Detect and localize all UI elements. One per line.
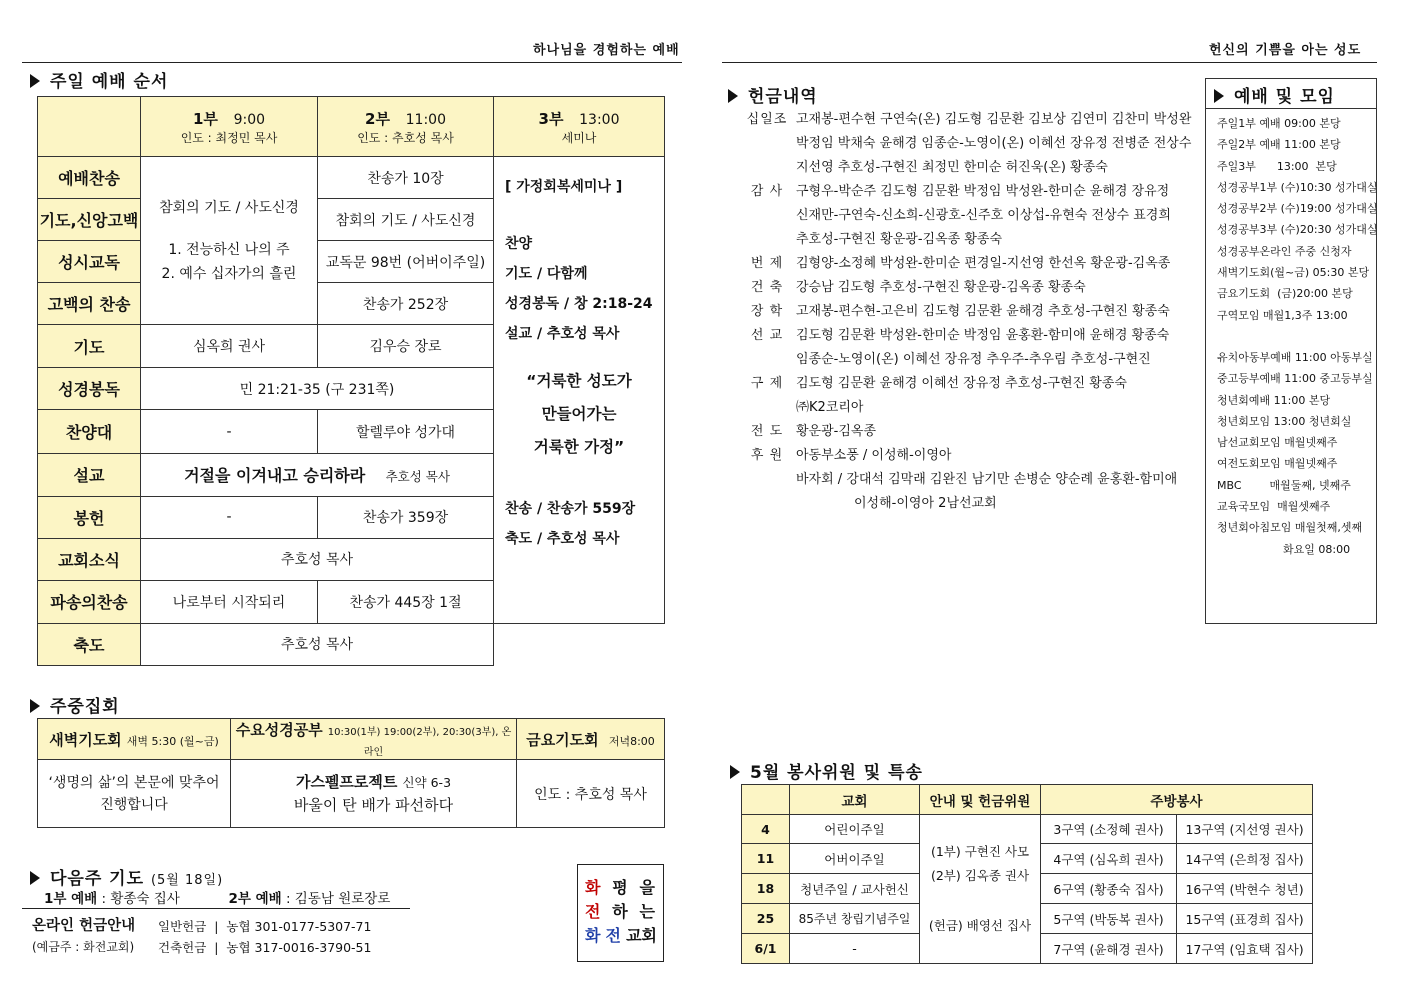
kitchen-cell: 6구역 (황종숙 집사) — [1041, 874, 1177, 904]
church-cell: 85주년 창립기념주일 — [790, 904, 920, 934]
service-2-header: 2부 11:00 인도 : 추호성 목사 — [318, 97, 494, 157]
service-3-program: [ 가정회복세미나 ] 찬양 기도 / 다함께 성경봉독 / 창 2:18-24 설교 / 추호성 목사 “거룩한 성도가 만들어가는 거룩한 가정” 찬송 / 찬송가 559장 축도 / 추호성 목사 — [494, 157, 665, 624]
church-cell: 어버이주일 — [790, 844, 920, 874]
online-offering-line-1: 일반헌금 | 농협 301-0177-5307-71 — [158, 919, 372, 934]
church-cell: - — [790, 934, 920, 964]
offering-evangelism: 전 도 황운광-김옥종 — [750, 424, 877, 439]
dawn-prayer-body: ‘생명의 삶’의 본문에 맞추어 진행합니다 — [38, 760, 231, 828]
wednesday-study-header: 수요성경공부 10:30(1부) 19:00(2부), 20:30(3부), 온라인 — [231, 719, 517, 760]
weekly-meetings-title: 주중집회 — [30, 692, 120, 717]
triangle-bullet-icon — [728, 89, 738, 103]
service-1-sending-hymn: 나로부터 시작되리 — [141, 580, 318, 623]
service-2-choir: 할렐루야 성가대 — [318, 410, 494, 453]
kitchen-cell: 15구역 (표경희 집사) — [1177, 904, 1313, 934]
offering-relief: 구 제 김도형 김문환 윤해경 이혜선 장유정 추호성-구현진 황종숙 ㈜K2코리아 — [750, 376, 1127, 415]
left-header-rule — [22, 62, 682, 63]
row-label: 축도 — [38, 623, 141, 665]
church-cell: 청년주일 / 교사헌신 — [790, 874, 920, 904]
service-1-header: 1부 9:00 인도 : 최정민 목사 — [141, 97, 318, 157]
offering-support: 후 원 아동부소풍 / 이성해-이영아 바자회 / 강대석 김막래 김완진 남기만 손병순 양순례 윤홍환-함미애 이성해-이영아 2남선교회 — [750, 448, 1178, 511]
benediction: 추호성 목사 — [141, 623, 494, 665]
left-header-tag: 하나님을 경험하는 예배 — [533, 43, 680, 58]
row-label: 예배찬송 — [38, 157, 141, 199]
offering-scholarship: 장 학 고재봉-편수현-고은비 김도형 김문환 윤해경 추호성-구현진 황종숙 — [750, 304, 1170, 319]
kitchen-cell: 3구역 (소정혜 권사) — [1041, 815, 1177, 844]
kitchen-cell: 17구역 (임효택 집사) — [1177, 934, 1313, 964]
right-header-tag: 헌신의 기쁨을 아는 성도 — [1209, 43, 1362, 58]
row-label: 교회소식 — [38, 538, 141, 580]
kitchen-cell: 14구역 (은희정 집사) — [1177, 844, 1313, 874]
offering-tithe: 십일조 고재봉-편수현 구연숙(온) 김도형 김문환 김보상 김연미 김찬미 박성완 박정임 박채숙 윤해경 임종순-노영이(온) 이혜선 장유정 전병준 전상수 지선영 추호성-구현진 최정민 한미순 허진욱(온) 황종숙 — [746, 112, 1192, 175]
church-news: 추호성 목사 — [141, 538, 494, 580]
corner-cell — [742, 785, 790, 815]
service-2-confession-hymn: 찬송가 252장 — [318, 283, 494, 325]
service-3-header: 3부 13:00 세미나 — [494, 97, 665, 157]
friday-prayer-header: 금요기도회 저녁8:00 — [517, 719, 665, 760]
service-2-sending-hymn: 찬송가 445장 1절 — [318, 580, 494, 623]
triangle-bullet-icon — [30, 871, 40, 885]
online-offering-title: 온라인 헌금안내 — [32, 918, 136, 934]
church-cell: 어린이주일 — [790, 815, 920, 844]
worship-order-table — [37, 96, 665, 666]
kitchen-cell: 16구역 (박현수 청년) — [1177, 874, 1313, 904]
worship-order-title-text: 주일 예배 순서 — [50, 72, 169, 92]
weekly-meetings-table — [37, 718, 665, 828]
meetings-box — [1205, 78, 1377, 624]
header-church: 교회 — [790, 785, 920, 815]
row-label: 설교 — [38, 453, 141, 496]
church-logo-box: 화 평 을 전 하 는 화 전 교회 — [577, 864, 664, 962]
offering-building: 건 축 강승남 김도형 추호성-구현진 황운광-김옥종 황종숙 — [750, 280, 1086, 295]
meetings-title: 예배 및 모임 — [1206, 79, 1376, 109]
kitchen-cell: 13구역 (지선영 권사) — [1177, 815, 1313, 844]
service-1-opening-cell: 참회의 기도 / 사도신경 1. 전능하신 나의 주 2. 예수 십자가의 흘린 — [141, 157, 318, 325]
triangle-bullet-icon — [30, 74, 40, 88]
friday-prayer-body: 인도 : 추호성 목사 — [517, 760, 665, 828]
date-cell: 25 — [742, 904, 790, 934]
service-2-prayer-creed: 참회의 기도 / 사도신경 — [318, 199, 494, 241]
scripture-reading: 민 21:21-35 (구 231쪽) — [141, 368, 494, 410]
date-cell: 4 — [742, 815, 790, 844]
service-2-prayer: 김우승 장로 — [318, 325, 494, 368]
kitchen-cell: 4구역 (심옥희 권사) — [1041, 844, 1177, 874]
wednesday-study-body: 가스펠프로젝트 신약 6-3 바울이 탄 배가 파선하다 — [231, 760, 517, 828]
triangle-bullet-icon — [30, 699, 40, 713]
offering-burnt: 번 제 김형양-소정혜 박성완-한미순 편경일-지선영 한선옥 황운광-김옥종 — [750, 256, 1171, 271]
triangle-bullet-icon — [1214, 89, 1224, 103]
online-offering-line-2: 건축헌금 | 농협 317-0016-3790-51 — [158, 940, 372, 955]
offering-list — [738, 108, 1206, 516]
volunteers-table — [741, 784, 1313, 964]
kitchen-cell: 5구역 (박동복 권사) — [1041, 904, 1177, 934]
service-1-choir: - — [141, 410, 318, 453]
guide-cell: (1부) 구현진 사모 (2부) 김옥종 권사 (헌금) 배영선 집사 — [920, 815, 1041, 964]
date-cell: 6/1 — [742, 934, 790, 964]
row-label: 봉헌 — [38, 496, 141, 538]
right-header-rule — [722, 62, 1377, 63]
header-guide: 안내 및 헌금위원 — [920, 785, 1041, 815]
offering-list-title: 헌금내역 — [728, 82, 818, 107]
service-2-offering: 찬송가 359장 — [318, 496, 494, 538]
service-2-hymn: 찬송가 10장 — [318, 157, 494, 199]
offering-thanks: 감 사 구형우-박순주 김도형 김문환 박정임 박성완-한미순 윤해경 장유정 신재만-구연숙-신소희-신광호-신주호 이상섭-유현숙 전상수 표경희 추호성-구현진 황운광-김옥종 황종숙 — [750, 184, 1171, 247]
row-label: 파송의찬송 — [38, 580, 141, 623]
offering-mission: 선 교 김도형 김문환 박성완-한미순 박정임 윤홍환-함미애 윤해경 황종숙 임종순-노영이(온) 이혜선 장유정 추우주-추우림 추호성-구현진 — [750, 328, 1170, 367]
meetings-list: 주일1부 예배 09:00 본당 주일2부 예배 11:00 본당 주일3부 13:00 본당 성경공부1부 (수)10:30 성가대실 성경공부2부 (수)19:00 성가대실 성경공부3부 (수)20:30 성가대실 성경공부온라인 주중 신청자 새벽기도회(월~금) 05:30 본당 금요기도회 (금)20:00 본당 구역모임 매월1,3주 13:00 유치아동부예배 11:00 아동부실 중고등부예배 11:00 중고등부실 청년회예배 11:00 본당 청년회모임 13:00 청년회실 남선교회모임 매월넷째주 여전도회모임 매월넷째주 MBC 매월둘째, 넷째주 교육국모임 매월셋째주 청년회아침모임 매월첫째,셋째 화요일 08:00 — [1217, 117, 1378, 556]
row-label: 성경봉독 — [38, 368, 141, 410]
next-week-prayer-title: 다음주 기도 (5월 18일) — [30, 864, 223, 889]
next-week-prayer-list: 1부 예배 : 황종숙 집사 2부 예배 : 김동남 원로장로 — [44, 891, 391, 907]
volunteers-title: 5월 봉사위원 및 특송 — [730, 758, 923, 783]
kitchen-cell: 7구역 (윤해경 권사) — [1041, 934, 1177, 964]
row-label: 기도,신앙고백 — [38, 199, 141, 241]
corner-cell — [38, 97, 141, 157]
header-kitchen: 주방봉사 — [1041, 785, 1313, 815]
sermon-cell: 거절을 이겨내고 승리하라 추호성 목사 — [141, 453, 494, 496]
row-label: 고백의 찬송 — [38, 283, 141, 325]
row-label: 기도 — [38, 325, 141, 368]
service-1-prayer: 심옥희 권사 — [141, 325, 318, 368]
worship-order-title — [30, 67, 168, 92]
service-1-offering: - — [141, 496, 318, 538]
date-cell: 18 — [742, 874, 790, 904]
row-label: 성시교독 — [38, 241, 141, 283]
service-2-responsive-reading: 교독문 98번 (어버이주일) — [318, 241, 494, 283]
date-cell: 11 — [742, 844, 790, 874]
dawn-prayer-header: 새벽기도회 새벽 5:30 (월~금) — [38, 719, 231, 760]
row-label: 찬양대 — [38, 410, 141, 453]
account-holder: (예금주 : 화전교회) — [32, 940, 135, 954]
triangle-bullet-icon — [730, 765, 740, 779]
next-prayer-rule — [22, 908, 410, 909]
